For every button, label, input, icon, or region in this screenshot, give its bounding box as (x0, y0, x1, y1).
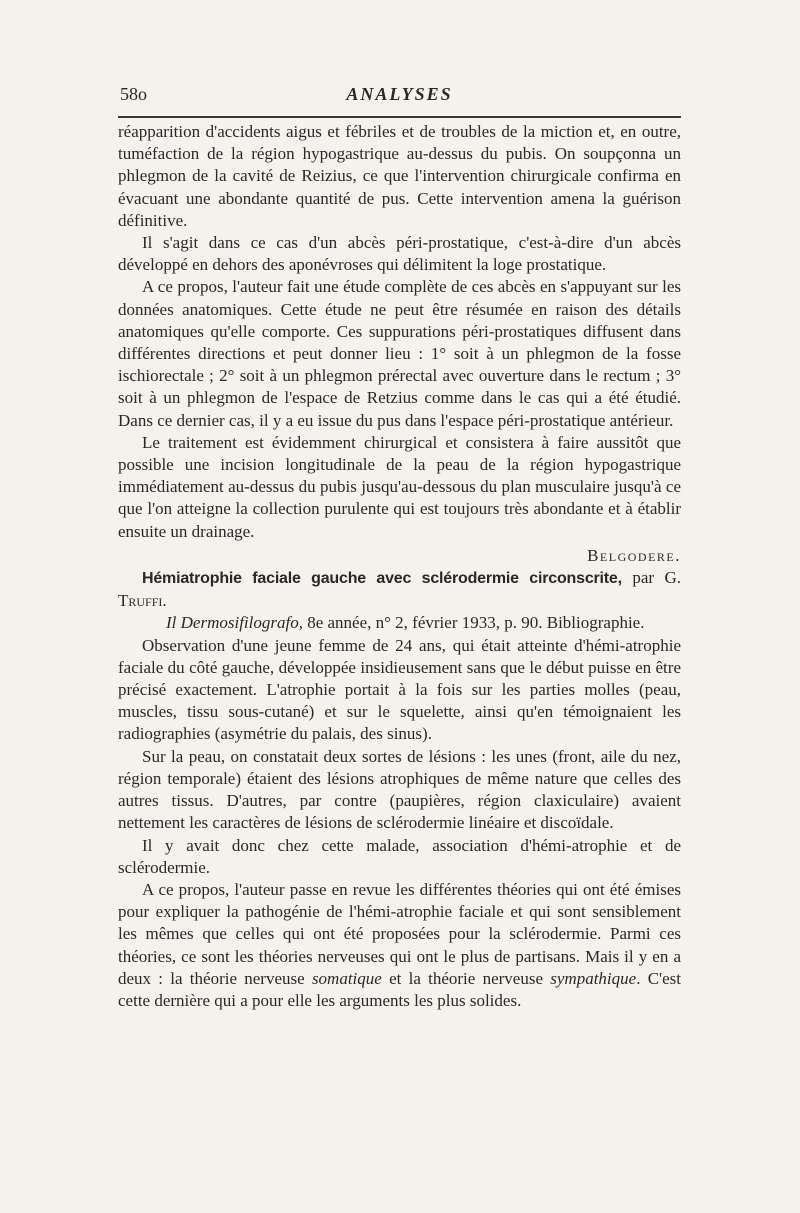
byline-prefix: par G. (621, 568, 682, 588)
paragraph (118, 879, 681, 1012)
page-number: 58o (120, 84, 147, 104)
text-run: . C'est cette dernière qui a pour elle les arguments les plus solides. (118, 968, 681, 1010)
paragraph: Observation d'une jeune femme de 24 ans, qui était atteinte d'hémi-atrophie faciale du côté gauche, développée insidieusement sans que le début puisse en être précisé exactement. L'atrophie portait à la fois sur les parties molles (peau, muscles, tissu sous-cutané) et sur le squelette, ainsi qu'en témoignaient les radiographies (asymétrie du palais, des sinus). (118, 635, 681, 744)
journal-citation (118, 612, 681, 634)
page-header (118, 82, 681, 110)
paragraph: Sur la peau, on constatait deux sortes de lésions : les unes (front, aile du nez, région temporale) étaient des lésions atrophiques de même nature que celles des autres tissus. D'autres, par contre (paupières, région claxiculaire) avaient nettement les caractères de lésions de sclérodermie linéaire et discoïdale. (118, 746, 681, 833)
paragraph: réapparition d'accidents aigus et fébriles et de troubles de la miction et, en outre, tuméfaction de la région hypogastrique au-dessus du pubis. On soupçonna un phlegmon de la cavité de Reizius, ce que l'intervention chirurgicale confirma en évacuant une abondante quantité de pus. Cette intervention amena la guérison définitive. (118, 122, 681, 230)
paragraph: A ce propos, l'auteur fait une étude complète de ces abcès en s'appuyant sur les données anatomiques. Cette étude ne peut être résumée en raison des détails anatomiques qu'elle comporte. Ces suppurations péri-prostatiques diffusent dans différentes directions et peut donner lieu : 1° soit à un phlegmon de la fosse ischiorectale ; 2° soit à un phlegmon prérectal avec ouverture dans le rectum ; 3° soit à un phlegmon de l'espace de Retzius comme dans le cas qui a été étudié. Dans ce dernier cas, il y a eu issue du pus dans l'espace péri-prostatique antérieur. (118, 277, 681, 430)
article-title: Hémiatrophie faciale gauche avec sclérodermie circonscrite, (142, 570, 622, 588)
article-author: Truffi. (118, 591, 167, 611)
journal-name: Il Dermosifilografo, (166, 613, 303, 633)
page-body (118, 121, 681, 1012)
emphasis-sympathique: sympathique (550, 968, 637, 988)
paragraph: Le traitement est évidemment chirurgical et consistera à faire aussitôt que possible une incision longitudinale de la peau de la région hypogastrique immédiatement au-dessus du pubis jusqu'au-dessous du plan musculaire jusqu'à ce que l'on atteigne la collection purulente qui est toujours très abondante et à établir ensuite un drainage. (118, 432, 681, 541)
citation-details: 8e année, n° 2, février 1933, p. 90. Bibliographie. (302, 613, 645, 633)
article-heading (118, 567, 681, 612)
author-signature: Belgodere. (587, 545, 681, 565)
text-run: et la théorie nerveuse (381, 968, 551, 988)
paragraph: Il s'agit dans ce cas d'un abcès péri-prostatique, c'est-à-dire d'un abcès développé en dehors des aponévroses qui délimitent la loge prostatique. (118, 233, 681, 275)
paragraph: Il y avait donc chez cette malade, association d'hémi-atrophie et de sclérodermie. (118, 835, 681, 877)
header-rule (118, 116, 681, 118)
text-run: A ce propos, l'auteur passe en revue les différentes théories qui ont été émises pour expliquer la pathogénie de l'hémi-atrophie faciale et qui sont sensiblement les mêmes que celles qui ont été proposées pour la sclérodermie. Parmi ces théories, ce sont les théories nerveuses qui ont le plus de partisans. Mais il y en a deux : la théorie nerveuse (118, 879, 681, 988)
emphasis-somatique: somatique (311, 968, 382, 988)
running-title: ANALYSES (346, 84, 453, 104)
